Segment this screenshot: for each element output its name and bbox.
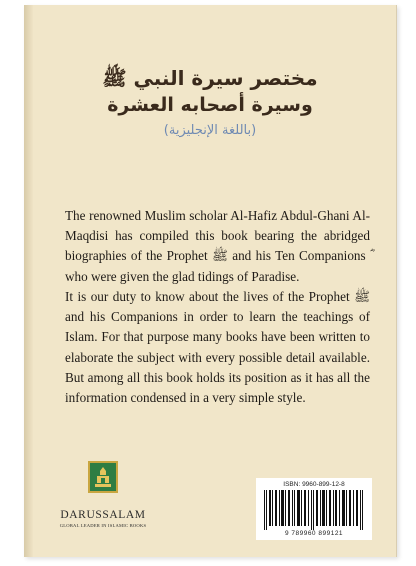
- arabic-subtitle: وسيرة أصحابه العشرة: [107, 94, 313, 116]
- barcode-digits: 9 789960 899121: [284, 530, 344, 537]
- spine-shadow: [24, 5, 33, 557]
- barcode-bars: [262, 490, 366, 530]
- isbn-label: ISBN: 9960-899-12-8: [283, 481, 345, 488]
- barcode: [256, 478, 372, 540]
- arabic-language-note: (باللغة الإنجليزية): [163, 123, 257, 138]
- description-paragraph-1: The renowned Muslim scholar Al-Hafiz Abdul-Ghani Al-Maqdisi has compiled this book bearing the abridged biographies of the Prophet ﷺ and his Ten Companions ؓ who were given the glad tidings of Paradise.: [65, 208, 370, 284]
- publisher-tagline: GLOBAL LEADER IN ISLAMIC BOOKS: [59, 523, 147, 528]
- publisher-name: DARUSSALAM: [60, 509, 146, 521]
- darussalam-logo-icon: [88, 461, 118, 493]
- description-paragraph-2: It is our duty to know about the lives of the Prophet ﷺ and his Companions in order to learn the teachings of Islam. For that purpose many books have been written to elaborate the subject with every possible detail available. But among all this book holds its position as it has all the information condensed in a very simple style.: [65, 289, 370, 406]
- arabic-title: مختصر سيرة النبي ﷺ: [102, 66, 318, 90]
